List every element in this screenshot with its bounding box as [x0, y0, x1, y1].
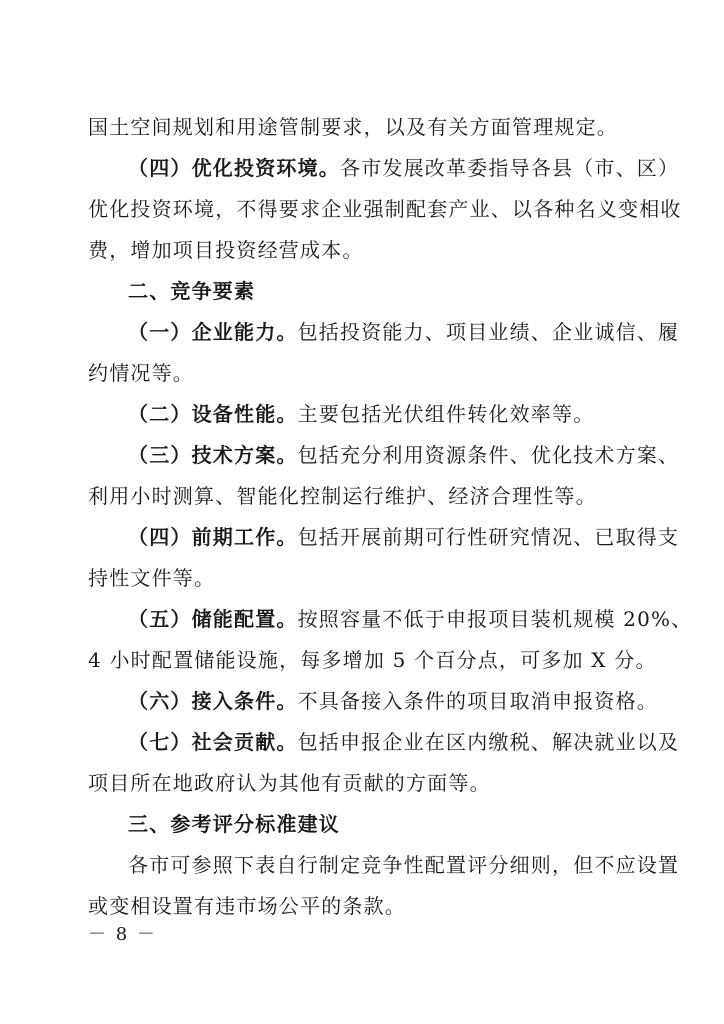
section-line-enterprise-capability — [128, 319, 680, 345]
section-line-preliminary-work — [128, 524, 680, 550]
line-text: 费，增加项目投资经营成本。 — [88, 238, 364, 262]
section-lead: （四）优化投资环境。 — [128, 156, 340, 180]
paragraph-line — [88, 770, 648, 796]
paragraph-line — [88, 237, 648, 263]
section-lead: （七）社会贡献。 — [128, 730, 298, 754]
section-line-social-contribution — [128, 729, 680, 755]
line-text: 项目所在地政府认为其他有贡献的方面等。 — [88, 771, 491, 795]
line-text: 包括开展前期可行性研究情况、已取得支 — [297, 525, 680, 549]
line-text: 包括申报企业在区内缴税、解决就业以及 — [297, 730, 680, 754]
heading-competitive-elements — [128, 278, 648, 304]
paragraph-line — [88, 565, 648, 591]
paragraph-line — [88, 483, 648, 509]
section-lead: （五）储能配置。 — [128, 607, 298, 631]
section-line-optimize-investment — [128, 155, 680, 181]
paragraph-line — [88, 647, 657, 673]
line-text: 包括投资能力、项目业绩、企业诚信、履 — [297, 320, 680, 344]
paragraph-line — [88, 196, 682, 222]
line-text: 或变相设置有违市场公平的条款。 — [88, 894, 406, 918]
section-line-technical-plan — [128, 442, 680, 468]
section-line-grid-access — [128, 688, 659, 714]
section-line-equipment-performance — [128, 401, 648, 427]
section-lead: （二）设备性能。 — [128, 402, 298, 426]
paragraph-line — [88, 360, 648, 386]
line-text: 利用小时测算、智能化控制运行维护、经济合理性等。 — [88, 484, 597, 508]
line-text: 按照容量不低于申报项目装机规模 20%、 — [297, 607, 693, 631]
line-text: 优化投资环境，不得要求企业强制配套产业、以各种名义变相收 — [88, 197, 682, 221]
section-lead: （三）技术方案。 — [128, 443, 298, 467]
line-text: 包括充分利用资源条件、优化技术方案、 — [297, 443, 680, 467]
section-lead: （一）企业能力。 — [128, 320, 298, 344]
paragraph-line — [128, 852, 680, 878]
heading-text: 三、参考评分标准建议 — [128, 812, 340, 836]
line-text: 持性文件等。 — [88, 566, 216, 590]
paragraph-line — [88, 893, 648, 919]
page-number: － 8 － — [88, 924, 157, 945]
line-text: 不具备接入条件的项目取消申报资格。 — [297, 689, 659, 713]
heading-scoring-standard — [128, 811, 648, 837]
line-text: 主要包括光伏组件转化效率等。 — [297, 402, 595, 426]
heading-text: 二、竞争要素 — [128, 279, 256, 303]
section-lead: （六）接入条件。 — [128, 689, 298, 713]
line-text: 4 小时配置储能设施，每多增加 5 个百分点，可多加 X 分。 — [88, 648, 657, 672]
line-text: 国土空间规划和用途管制要求，以及有关方面管理规定。 — [88, 115, 618, 139]
section-lead: （四）前期工作。 — [128, 525, 298, 549]
line-text: 各市发展改革委指导各县（市、区） — [340, 156, 680, 180]
paragraph-line — [88, 114, 648, 140]
line-text: 各市可参照下表自行制定竞争性配置评分细则，但不应设置 — [128, 853, 680, 877]
section-line-energy-storage — [128, 606, 693, 632]
line-text: 约情况等。 — [88, 361, 194, 385]
